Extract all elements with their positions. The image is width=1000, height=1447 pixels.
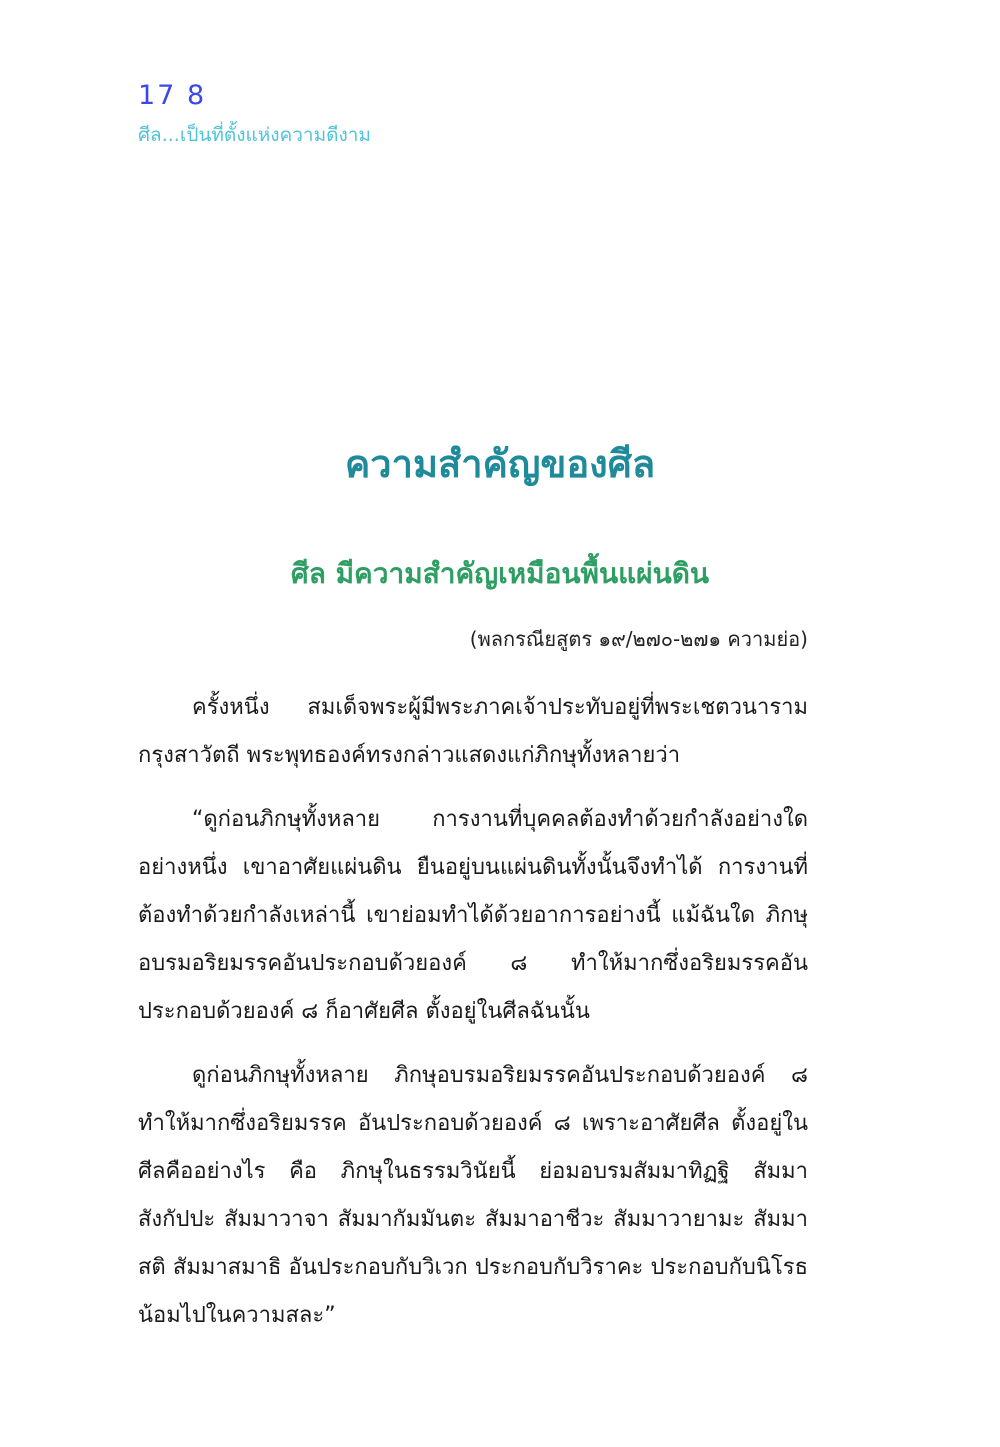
paragraph-1: ครั้งหนึ่ง สมเด็จพระผู้มีพระภาคเจ้าประทับอยู่ที่พระเชตวนาราม กรุงสาวัตถี พระพุทธองค์ทรงกล่าวแสดงแก่ภิกษุทั้งหลายว่า bbox=[138, 695, 808, 768]
section-subtitle: ศีล มีความสำคัญเหมือนพื้นแผ่นดิน bbox=[290, 557, 710, 590]
paragraph-2: “ดูก่อนภิกษุทั้งหลาย การงานที่บุคคลต้องทำด้วยกำลังอย่างใดอย่างหนึ่ง เขาอาศัยแผ่นดิน ยืนอยู่บนแผ่นดินทั้งนั้นจึงทำได้ การงานที่ต้องทำด้วยกำลังเหล่านี้ เขาย่อมทำได้ด้วยอาการอย่างนี้ แม้ฉันใด ภิกษุอบรมอริยมรรคอันประกอบด้วยองค์ ๘ ทำให้มากซึ่งอริยมรรคอันประกอบด้วยองค์ ๘ ก็อาศัยศีล ตั้งอยู่ในศีลฉันนั้น bbox=[138, 807, 808, 1024]
paragraph-3: ดูก่อนภิกษุทั้งหลาย ภิกษุอบรมอริยมรรคอันประกอบด้วยองค์ ๘ ทำให้มากซึ่งอริยมรรค อันประกอบด้วยองค์ ๘ เพราะอาศัยศีล ตั้งอยู่ในศีลคืออย่างไร คือ ภิกษุในธรรมวินัยนี้ ย่อมอบรมสัมมาทิฏฐิ สัมมาสังกัปปะ สัมมาวาจา สัมมากัมมันตะ สัมมาอาชีวะ สัมมาวายามะ สัมมาสติ สัมมาสมาธิ อันประกอบกับวิเวก ประกอบกับวิราคะ ประกอบกับนิโรธ น้อมไปในความสละ” bbox=[138, 1063, 808, 1328]
body-text bbox=[138, 684, 808, 1356]
page-number: 17 8 bbox=[138, 80, 207, 111]
source-reference: (พลกรณียสูตร ๑๙/๒๗๐-๒๗๑ ความย่อ) bbox=[469, 627, 808, 651]
chapter-title: ความสำคัญของศีล bbox=[344, 442, 656, 486]
running-header: ศีล...เป็นที่ตั้งแห่งความดีงาม bbox=[138, 124, 371, 146]
